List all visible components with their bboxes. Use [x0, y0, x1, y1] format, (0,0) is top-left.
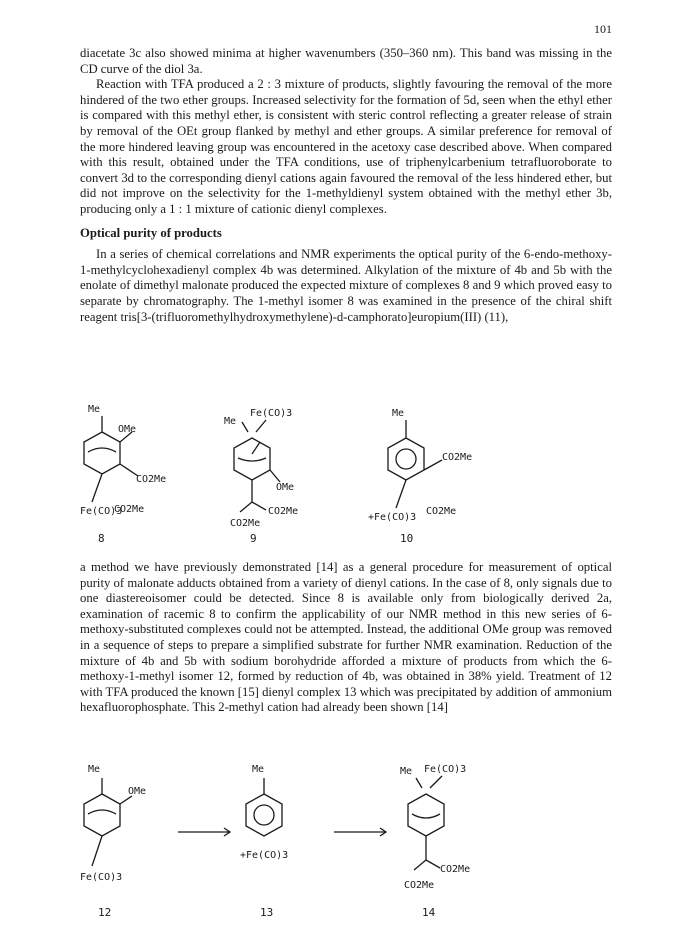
s12-ome-label: OMe — [128, 786, 147, 797]
s13-number: 13 — [260, 906, 274, 919]
s9-co2me-label-a: CO2Me — [268, 506, 299, 517]
s8-co2me-label-b: CO2Me — [114, 504, 145, 515]
s10-fe-label: +Fe(CO)3 — [368, 512, 417, 523]
text-block-top — [80, 46, 612, 325]
page-number: 101 — [594, 22, 612, 36]
structures-8-9-10 — [80, 402, 612, 554]
s9-fe-label: Fe(CO)3 — [250, 408, 293, 419]
s14-co2me-label-b: CO2Me — [404, 880, 435, 891]
text-block-middle — [80, 560, 612, 716]
s9-co2me-label-b: CO2Me — [230, 518, 261, 529]
s13-fe-label: +Fe(CO)3 — [240, 850, 289, 861]
paragraph-3: In a series of chemical correlations and NMR experiments the optical purity of the 6-endo-methoxy-1-methylcyclohexadienyl complex 4b was determined. Alkylation of the mixture of 4b and 5b with the enolate of dimethyl malonate produced the expected mixture of complexes 8 and 9 which proved easy to separate by chromatography. The 1-methyl isomer 8 was examined in the presence of the chiral shift reagent tris[3-(trifluoromethylhydroxymethylene)-d-camphorato]europium(III) (11), — [80, 247, 612, 324]
s8-fe-label: Fe(CO)3 — [80, 506, 123, 517]
s9-number: 9 — [250, 532, 257, 545]
paragraph-4: a method we have previously demonstrated [14] as a general procedure for measurement of optical purity of malonate adducts obtained from a variety of dienyl cations. In the case of 8, only signals due to one diastereoisomer could be detected. Since 8 is available only from biologically derived 2a, examination of racemic 8 to confirm the applicability of our NMR method in this new series of 6-methoxy-substituted complexes could not be attempted. Instead, the additional OMe group was removed in a sequence of steps to prepare a simplified substrate for further NMR examination. Reduction of the mixture of 4b and 5b with sodium borohydride afforded a mixture of products from which the 6-methoxy-1-methyl isomer 12, formed by reduction of 4b, was obtained in 38% yield. Treatment of 12 with TFA produced the known [15] dienyl complex 13 which was precipitated by addition of ammonium hexafluorophosphate. This 2-methyl cation had already been shown [14] — [80, 560, 612, 715]
s10-me-label: Me — [392, 408, 405, 419]
s12-number: 12 — [98, 906, 112, 919]
s13-me-label: Me — [252, 764, 265, 775]
s8-ome-label: OMe — [118, 424, 137, 435]
s9-me-label: Me — [224, 416, 237, 427]
s8-me-label: Me — [88, 404, 101, 415]
s14-number: 14 — [422, 906, 436, 919]
paragraph-1: diacetate 3c also showed minima at higher wavenumbers (350–360 nm). This band was missing in the CD curve of the diol 3a. — [80, 46, 612, 76]
s8-number: 8 — [98, 532, 105, 545]
s10-co2me-label-a: CO2Me — [442, 452, 473, 463]
s8-co2me-label-a: CO2Me — [136, 474, 167, 485]
s12-fe-label: Fe(CO)3 — [80, 872, 123, 883]
s14-me-label: Me — [400, 766, 413, 777]
section-heading: Optical purity of products — [80, 225, 222, 240]
s14-fe-label: Fe(CO)3 — [424, 764, 467, 775]
s10-co2me-label-b: CO2Me — [426, 506, 457, 517]
s10-number: 10 — [400, 532, 414, 545]
s14-co2me-label-a: CO2Me — [440, 864, 471, 875]
reaction-scheme-12-13-14 — [80, 760, 612, 928]
s12-me-label: Me — [88, 764, 101, 775]
paragraph-2: Reaction with TFA produced a 2 : 3 mixture of products, slightly favouring the removal of the more hindered of the two ether groups. Increased selectivity for the formation of 5d, seen when the ethyl ether is compared with this methyl ether, is consistent with steric control reflecting a greater release of strain by removal of the OEt group flanked by methyl and ether groups. A similar preference for removal of the more hindered leaving group was encountered in the acetoxy case described above. When compared with this result, obtained under the TFA conditions, use of triphenylcarbenium tetrafluoroborate to convert 3d to the corresponding dienyl cations again favoured the removal of the less hindered ether, but did not improve on the selectivity for the 1-methyldienyl system obtained with the methyl ether 3b, producing only a 1 : 1 mixture of cationic dienyl complexes. — [80, 77, 612, 216]
s9-ome-label: OMe — [276, 482, 295, 493]
